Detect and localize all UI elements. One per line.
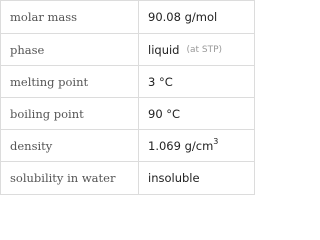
row-label: molar mass <box>10 10 78 24</box>
value-text: liquid <box>148 42 180 57</box>
table-row <box>1 65 254 97</box>
row-label: density <box>10 138 53 153</box>
row-label: solubility in water <box>10 171 116 185</box>
row-value <box>138 66 254 97</box>
row-value <box>138 1 254 33</box>
table-row <box>1 1 254 33</box>
row-value <box>138 162 254 194</box>
row-value: 1.069 g/cm $^3$ <box>138 130 254 161</box>
row-label: melting point <box>10 74 89 89</box>
value-text: 1.069 g/cm <box>148 138 214 153</box>
row-label: boiling point <box>10 106 84 121</box>
value-text: 3 °C <box>148 74 173 89</box>
value-text: insoluble <box>148 171 200 185</box>
table-row <box>1 97 254 129</box>
condition-note: (at STP) <box>186 44 223 55</box>
row-label: phase <box>10 42 45 57</box>
row-value <box>138 98 254 129</box>
table-row <box>1 129 254 161</box>
value-text: 90 °C <box>148 106 181 121</box>
table-row <box>1 33 254 65</box>
value-text: 90.08 g/mol <box>148 10 218 24</box>
row-value <box>138 34 254 65</box>
table-row <box>1 161 254 194</box>
